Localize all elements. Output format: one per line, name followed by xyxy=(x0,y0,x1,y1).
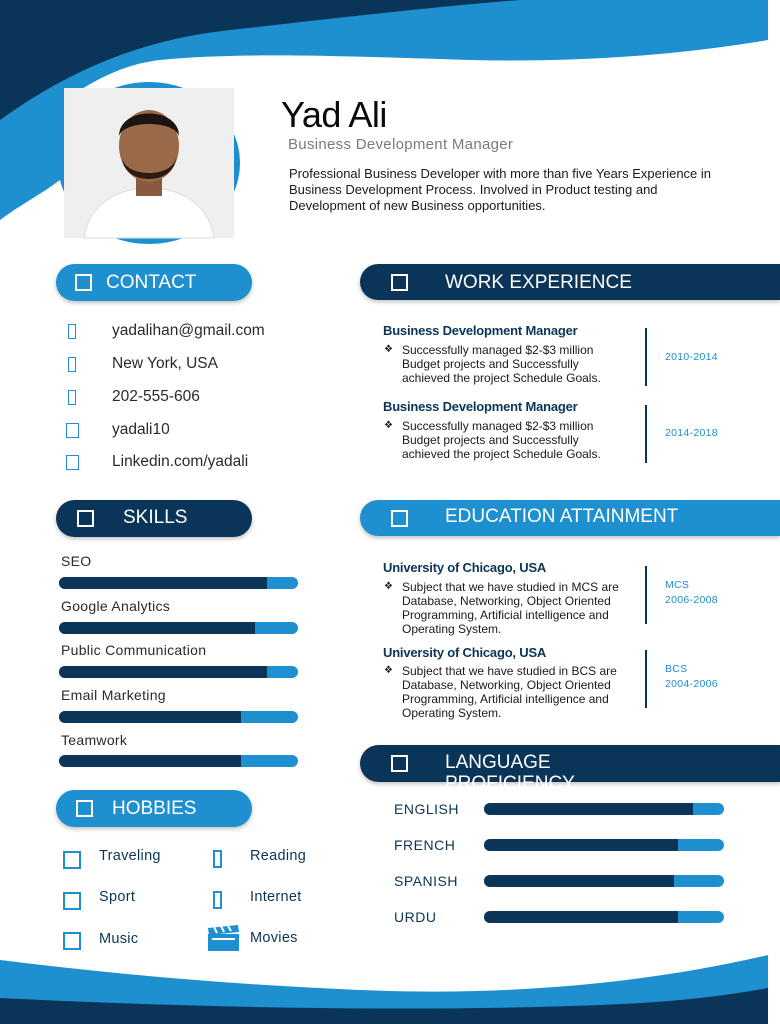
skill-label: SEO xyxy=(61,553,92,569)
language-title: LANGUAGE PROFICIENCY xyxy=(445,752,575,794)
skill-bar xyxy=(59,755,298,767)
education-item-desc: Subject that we have studied in BCS are Database, Networking, Object Oriented Programming, Artificial intelligence and Operating System. xyxy=(402,664,617,720)
education-item-desc: Subject that we have studied in MCS are Database, Networking, Object Oriented Programming, Artificial intelligence and Operating System. xyxy=(402,580,619,636)
skill-bar-fill xyxy=(59,755,241,767)
skills-header xyxy=(56,500,252,537)
skills-icon xyxy=(77,510,94,527)
skill-bar-fill xyxy=(59,666,267,678)
contact-header xyxy=(56,264,252,301)
contact-skype xyxy=(60,420,300,442)
bullet-icon: ❖ xyxy=(384,581,393,592)
language-bar xyxy=(484,875,724,887)
skill-bar-fill xyxy=(59,622,255,634)
candidate-name: Yad Ali xyxy=(281,94,387,135)
work-header xyxy=(360,264,780,300)
hobby-movies: Movies xyxy=(250,930,298,946)
timeline-divider xyxy=(645,328,647,386)
location-icon xyxy=(68,357,76,372)
skill-bar xyxy=(59,666,298,678)
skill-bar xyxy=(59,622,298,634)
language-label: ENGLISH xyxy=(394,801,459,817)
reading-icon xyxy=(213,850,222,868)
education-icon xyxy=(391,510,408,527)
timeline-divider xyxy=(645,566,647,624)
bullet-icon: ❖ xyxy=(384,344,393,355)
contact-linkedin-text: Linkedin.com/yadali xyxy=(112,453,249,470)
contact-email-text: yadalihan@gmail.com xyxy=(112,322,265,339)
movies-icon xyxy=(208,927,240,951)
language-bar-fill xyxy=(484,839,678,851)
music-icon xyxy=(63,932,81,950)
language-label: URDU xyxy=(394,909,437,925)
contact-icon xyxy=(75,274,92,291)
contact-location xyxy=(60,354,300,376)
language-label: FRENCH xyxy=(394,837,456,853)
hobbies-header xyxy=(56,790,252,827)
language-bar-fill xyxy=(484,911,678,923)
hobby-traveling: Traveling xyxy=(99,848,161,864)
person-portrait-icon xyxy=(64,88,234,238)
traveling-icon xyxy=(63,851,81,869)
linkedin-icon xyxy=(66,455,79,470)
skill-label: Teamwork xyxy=(61,732,128,748)
timeline-divider xyxy=(645,405,647,463)
education-item-degree: MCS xyxy=(665,579,690,591)
contact-skype-text: yadali10 xyxy=(112,421,170,438)
hobby-sport: Sport xyxy=(99,889,136,905)
education-item-title: University of Chicago, USA xyxy=(383,560,547,575)
hobby-reading: Reading xyxy=(250,848,307,864)
contact-phone xyxy=(60,387,300,409)
candidate-role: Business Development Manager xyxy=(288,136,514,153)
work-item-desc: Successfully managed $2-$3 million Budget projects and Successfully achieved the project Schedule Goals. xyxy=(402,343,601,385)
skill-label: Public Communication xyxy=(61,642,207,658)
education-item-period: 2006-2008 xyxy=(665,594,718,606)
education-item-period: 2004-2006 xyxy=(665,678,718,690)
skill-bar xyxy=(59,577,298,589)
skills-title: SKILLS xyxy=(123,507,188,528)
bullet-icon: ❖ xyxy=(384,420,393,431)
language-bar xyxy=(484,803,724,815)
hobby-music: Music xyxy=(99,931,139,947)
education-item-degree: BCS xyxy=(665,663,688,675)
work-item-title: Business Development Manager xyxy=(383,323,578,338)
hobby-internet: Internet xyxy=(250,889,302,905)
education-item-title: University of Chicago, USA xyxy=(383,645,547,660)
work-item-desc: Successfully managed $2-$3 million Budget projects and Successfully achieved the project Schedule Goals. xyxy=(402,419,601,461)
language-label: SPANISH xyxy=(394,873,458,889)
hobbies-title: HOBBIES xyxy=(112,798,197,819)
language-header xyxy=(360,745,780,794)
profile-summary: Professional Business Developer with more than five Years Experience in Business Development Process. Involved in Product testing and Development of new Business opportunities. xyxy=(289,166,712,213)
language-icon xyxy=(391,755,408,772)
work-icon xyxy=(391,274,408,291)
skill-label: Email Marketing xyxy=(61,687,166,703)
internet-icon xyxy=(213,891,222,909)
skill-bar-fill xyxy=(59,577,267,589)
contact-location-text: New York, USA xyxy=(112,355,218,372)
skill-bar-fill xyxy=(59,711,241,723)
hobbies-icon xyxy=(76,800,93,817)
skill-bar xyxy=(59,711,298,723)
education-header xyxy=(360,500,780,536)
language-bar xyxy=(484,911,724,923)
sport-icon xyxy=(63,892,81,910)
contact-phone-text: 202-555-606 xyxy=(112,388,200,405)
work-title: WORK EXPERIENCE xyxy=(445,272,632,293)
contact-linkedin xyxy=(60,452,300,474)
work-item-title: Business Development Manager xyxy=(383,399,578,414)
bullet-icon: ❖ xyxy=(384,665,393,676)
education-title: EDUCATION ATTAINMENT xyxy=(445,506,679,527)
skype-icon xyxy=(66,423,79,438)
profile-photo xyxy=(58,82,240,244)
email-icon xyxy=(68,324,76,339)
work-item-period: 2014-2018 xyxy=(665,427,718,439)
skill-label: Google Analytics xyxy=(61,598,171,614)
work-item-period: 2010-2014 xyxy=(665,351,718,363)
language-bar-fill xyxy=(484,875,674,887)
language-bar-fill xyxy=(484,803,693,815)
phone-icon xyxy=(68,390,76,405)
language-bar xyxy=(484,839,724,851)
contact-title: CONTACT xyxy=(106,272,197,293)
contact-email xyxy=(60,321,300,343)
timeline-divider xyxy=(645,650,647,708)
